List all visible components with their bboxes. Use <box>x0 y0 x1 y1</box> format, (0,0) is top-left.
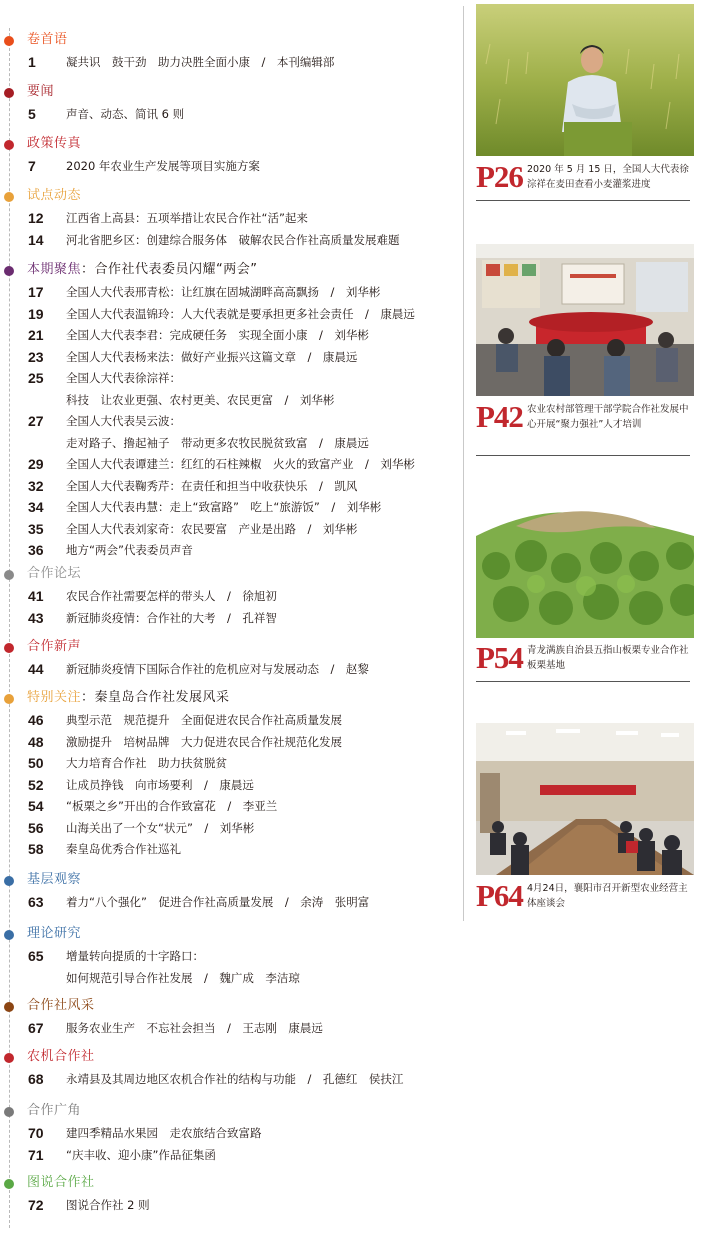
section-dot-icon <box>4 1053 14 1063</box>
section-title[interactable] <box>27 260 258 280</box>
entry-page-number: 52 <box>28 776 44 793</box>
section-entries <box>0 710 460 861</box>
entry-page-number: 34 <box>28 499 44 515</box>
entry-title: 走对路子、撸起袖子 带动更多农牧民脱贫致富 / 康晨远 <box>66 435 369 450</box>
entry-page-number: 12 <box>28 210 44 226</box>
section-entries <box>0 282 460 562</box>
entry-title: 凝共识 鼓干劲 助力决胜全面小康 / 本刊编辑部 <box>66 55 335 69</box>
toc-entry[interactable] <box>0 347 460 369</box>
toc-entry[interactable] <box>0 1123 460 1145</box>
entry-page-number: 21 <box>28 327 44 343</box>
title-separator: ： <box>81 262 95 277</box>
entry-title: 新冠肺炎疫情下国际合作社的危机应对与发展动态 / 赵黎 <box>66 662 369 676</box>
photo-wheat-field <box>476 4 694 156</box>
entry-page-number: 32 <box>28 477 44 494</box>
entry-title: 新冠肺炎疫情：合作社的大考 / 孔祥智 <box>66 610 277 625</box>
section-title[interactable] <box>27 1101 81 1121</box>
section-dot-icon <box>4 140 14 150</box>
toc-entry[interactable] <box>0 304 460 326</box>
toc-entry[interactable] <box>0 818 460 840</box>
section-dot-icon <box>4 36 14 46</box>
toc-entry[interactable] <box>0 282 460 304</box>
section-title[interactable] <box>27 870 81 890</box>
section-entries <box>0 52 460 74</box>
toc-entry[interactable] <box>0 454 460 476</box>
entry-title: 着力“八个强化” 促进合作社高质量发展 / 余涛 张明富 <box>66 895 370 909</box>
toc-entry[interactable] <box>0 839 460 861</box>
page-number: P42 <box>476 399 523 434</box>
entry-title: 服务农业生产 不忘社会担当 / 王志刚 康晨远 <box>66 1021 323 1035</box>
section-entries <box>0 1195 460 1217</box>
toc-entry[interactable] <box>0 411 460 433</box>
section-title[interactable] <box>27 924 81 944</box>
section-title-text: 要闻 <box>27 84 55 99</box>
entry-page-number: 50 <box>28 755 44 771</box>
entry-title: 全国人大代表徐淙祥： <box>66 371 181 385</box>
section-entries <box>0 1069 460 1091</box>
entry-title: 声音、动态、简讯 6 则 <box>66 107 185 121</box>
toc-entry[interactable] <box>0 230 460 252</box>
caption-text: 青龙满族自治县五指山板栗专业合作社板栗基地 <box>527 645 689 671</box>
section-dot-icon <box>4 694 14 704</box>
toc-entry[interactable] <box>0 519 460 541</box>
entry-page-number: 65 <box>28 948 44 964</box>
caption-rule <box>476 681 690 682</box>
photo-training-meeting <box>476 244 694 396</box>
entry-page-number: 71 <box>28 1146 44 1163</box>
section-subtitle: 合作社代表委员闪耀“两会” <box>94 262 258 277</box>
entry-title: 2020 年农业生产发展等项目实施方案 <box>66 159 260 173</box>
section-title-text: 合作社风采 <box>27 998 95 1013</box>
entry-title: 如何规范引导合作社发展 / 魏广成 李洁琼 <box>66 970 300 985</box>
caption-text: 2020 年 5 月 15 日，全国人大代表徐淙祥在麦田查看小麦灌浆进度 <box>527 164 689 190</box>
toc-entry[interactable] <box>0 796 460 818</box>
toc-entry[interactable] <box>0 540 460 562</box>
section-dot-icon <box>4 1107 14 1117</box>
toc-entry[interactable] <box>0 946 460 968</box>
section-title[interactable] <box>27 1047 95 1067</box>
section-dot-icon <box>4 1179 14 1189</box>
section-title-text: 卷首语 <box>27 32 68 47</box>
toc-entry[interactable] <box>0 710 460 732</box>
entry-page-number: 58 <box>28 841 44 857</box>
toc-entry[interactable] <box>0 968 460 990</box>
toc-entry[interactable] <box>0 104 460 126</box>
section-entries <box>0 659 460 681</box>
entry-title: 建四季精品水果园 走农旅结合致富路 <box>66 1126 262 1140</box>
section-title[interactable] <box>27 82 54 102</box>
section-title[interactable] <box>27 996 95 1016</box>
entry-title: 全国人大代表刘家奇：农民要富 产业是出路 / 刘华彬 <box>66 521 358 536</box>
section-entries <box>0 1123 460 1166</box>
entry-page-number: 7 <box>28 158 36 174</box>
section-dot-icon <box>4 266 14 276</box>
entry-page-number: 17 <box>28 284 44 300</box>
toc-entry[interactable] <box>0 892 460 914</box>
toc-entry[interactable] <box>0 586 460 608</box>
page-number: P64 <box>476 878 523 913</box>
section-entries <box>0 156 460 178</box>
entry-title: 全国人大代表邢青松：让红旗在固城湖畔高高飘扬 / 刘华彬 <box>66 285 381 299</box>
entry-title: 图说合作社 2 则 <box>66 1198 150 1212</box>
section-entries <box>0 892 460 914</box>
toc-entry[interactable] <box>0 1145 460 1167</box>
page-number: P54 <box>476 640 523 675</box>
entry-page-number: 25 <box>28 370 44 386</box>
toc-entry[interactable] <box>0 1018 460 1040</box>
toc-entry[interactable] <box>0 476 460 498</box>
section-title-text: 合作论坛 <box>27 566 82 581</box>
page-number: P26 <box>476 159 523 194</box>
section-entries <box>0 586 460 629</box>
entry-page-number: 63 <box>28 894 44 910</box>
entry-title: 全国人大代表杨来法：做好产业振兴这篇文章 / 康晨远 <box>66 349 358 364</box>
entry-page-number: 67 <box>28 1020 44 1036</box>
entry-title: 永靖县及其周边地区农机合作社的结构与功能 / 孔德红 侯扶江 <box>66 1072 404 1086</box>
entry-title: 全国人大代表鞠秀芹：在责任和担当中收获快乐 / 凯风 <box>66 478 358 493</box>
section-title-text: 图说合作社 <box>27 1175 95 1190</box>
entry-page-number: 72 <box>28 1197 44 1213</box>
toc-entry[interactable] <box>0 368 460 390</box>
entry-title: 典型示范 规范提升 全面促进农民合作社高质量发展 <box>66 713 342 727</box>
entry-title: “板栗之乡”开出的合作致富花 / 李亚兰 <box>66 799 278 813</box>
section-entries <box>0 1018 460 1040</box>
toc-entry[interactable] <box>0 775 460 797</box>
section-title-text: 合作广角 <box>27 1103 82 1118</box>
section-entries <box>0 104 460 126</box>
photo-symposium <box>476 723 694 875</box>
toc-entry[interactable] <box>0 52 460 74</box>
entry-title: 增量转向提质的十字路口： <box>66 949 204 963</box>
toc-entry[interactable] <box>0 390 460 412</box>
toc-entry[interactable] <box>0 208 460 230</box>
entry-title: 大力培育合作社 助力扶贫脱贫 <box>66 756 227 770</box>
toc-entry[interactable] <box>0 156 460 178</box>
entry-page-number: 36 <box>28 542 44 558</box>
entry-page-number: 14 <box>28 231 44 248</box>
entry-title: 秦皇岛优秀合作社巡礼 <box>66 842 181 856</box>
entry-page-number: 43 <box>28 609 44 626</box>
toc-entry[interactable] <box>0 433 460 455</box>
section-title-text: 理论研究 <box>27 926 82 941</box>
entry-page-number: 56 <box>28 819 44 836</box>
entry-page-number: 29 <box>28 456 44 472</box>
section-title[interactable] <box>27 186 81 206</box>
section-title[interactable] <box>27 1173 95 1193</box>
entry-title: 让成员挣钱 向市场要利 / 康晨远 <box>66 777 254 792</box>
section-title[interactable] <box>27 688 230 708</box>
entry-page-number: 54 <box>28 798 44 814</box>
entry-title: 激励提升 培树品牌 大力促进农民合作社规范化发展 <box>66 734 342 749</box>
toc-entry[interactable] <box>0 325 460 347</box>
caption-rule <box>476 455 690 456</box>
section-dot-icon <box>4 88 14 98</box>
toc-entry[interactable] <box>0 732 460 754</box>
entry-page-number: 5 <box>28 106 36 122</box>
entry-title: 全国人大代表谭建兰：红红的石柱辣椒 火火的致富产业 / 刘华彬 <box>66 457 415 471</box>
toc-entry[interactable] <box>0 659 460 681</box>
section-title-text: 农机合作社 <box>27 1049 95 1064</box>
section-title-text: 政策传真 <box>27 136 82 151</box>
section-dot-icon <box>4 930 14 940</box>
entry-title: 山海关出了一个女“状元” / 刘华彬 <box>66 820 255 835</box>
section-subtitle: 秦皇岛合作社发展风采 <box>94 690 230 705</box>
caption-text: 农业农村部管理干部学院合作社发展中心开展“聚力强社”人才培训 <box>527 404 689 430</box>
entry-title: 江西省上高县：五项举措让农民合作社“活”起来 <box>66 211 308 225</box>
entry-page-number: 19 <box>28 305 44 322</box>
toc-entry[interactable] <box>0 1069 460 1091</box>
section-title[interactable] <box>27 637 81 657</box>
entry-title: 全国人大代表温锦玲：人大代表就是要承担更多社会责任 / 康晨远 <box>66 306 415 321</box>
section-dot-icon <box>4 643 14 653</box>
entry-title: 农民合作社需要怎样的带头人 / 徐旭初 <box>66 589 277 603</box>
entry-page-number: 70 <box>28 1125 44 1141</box>
toc-entry[interactable] <box>0 753 460 775</box>
toc-entry[interactable] <box>0 608 460 630</box>
section-dot-icon <box>4 570 14 580</box>
section-entries <box>0 946 460 989</box>
section-title[interactable] <box>27 564 81 584</box>
entry-title: 全国人大代表吴云波： <box>66 414 181 428</box>
caption-rule <box>476 200 690 201</box>
section-dot-icon <box>4 1002 14 1012</box>
section-dot-icon <box>4 876 14 886</box>
entry-page-number: 35 <box>28 520 44 537</box>
entry-page-number: 27 <box>28 413 44 429</box>
column-divider <box>463 6 464 921</box>
entry-page-number: 41 <box>28 588 44 604</box>
entry-title: 科技 让农业更强、农村更美、农民更富 / 刘华彬 <box>66 392 335 407</box>
entry-page-number: 23 <box>28 348 44 365</box>
section-title-text: 合作新声 <box>27 639 82 654</box>
section-title[interactable] <box>27 134 81 154</box>
entry-title: 地方“两会”代表委员声音 <box>66 543 193 557</box>
section-dot-icon <box>4 192 14 202</box>
section-title[interactable] <box>27 30 68 50</box>
entry-page-number: 48 <box>28 733 44 750</box>
section-title-text: 试点动态 <box>27 188 82 203</box>
toc-entry[interactable] <box>0 497 460 519</box>
section-title-text: 特别关注 <box>27 690 82 705</box>
entry-page-number: 68 <box>28 1071 44 1087</box>
section-entries <box>0 208 460 251</box>
entry-title: 全国人大代表李君：完成硬任务 实现全面小康 / 刘华彬 <box>66 328 369 342</box>
entry-title: 河北省肥乡区：创建综合服务体 破解农民合作社高质量发展难题 <box>66 232 400 247</box>
entry-page-number: 44 <box>28 661 44 677</box>
toc-entry[interactable] <box>0 1195 460 1217</box>
caption-text: 4月24日，襄阳市召开新型农业经营主体座谈会 <box>527 883 688 909</box>
entry-page-number: 46 <box>28 712 44 728</box>
section-title-text: 基层观察 <box>27 872 82 887</box>
photo-chestnut-base <box>476 496 694 638</box>
title-separator: ： <box>81 690 95 705</box>
section-title-text: 本期聚焦 <box>27 262 82 277</box>
entry-title: “庆丰收、迎小康”作品征集函 <box>66 1147 216 1162</box>
entry-page-number: 1 <box>28 54 36 70</box>
entry-title: 全国人大代表冉慧：走上“致富路” 吃上“旅游饭” / 刘华彬 <box>66 500 382 514</box>
